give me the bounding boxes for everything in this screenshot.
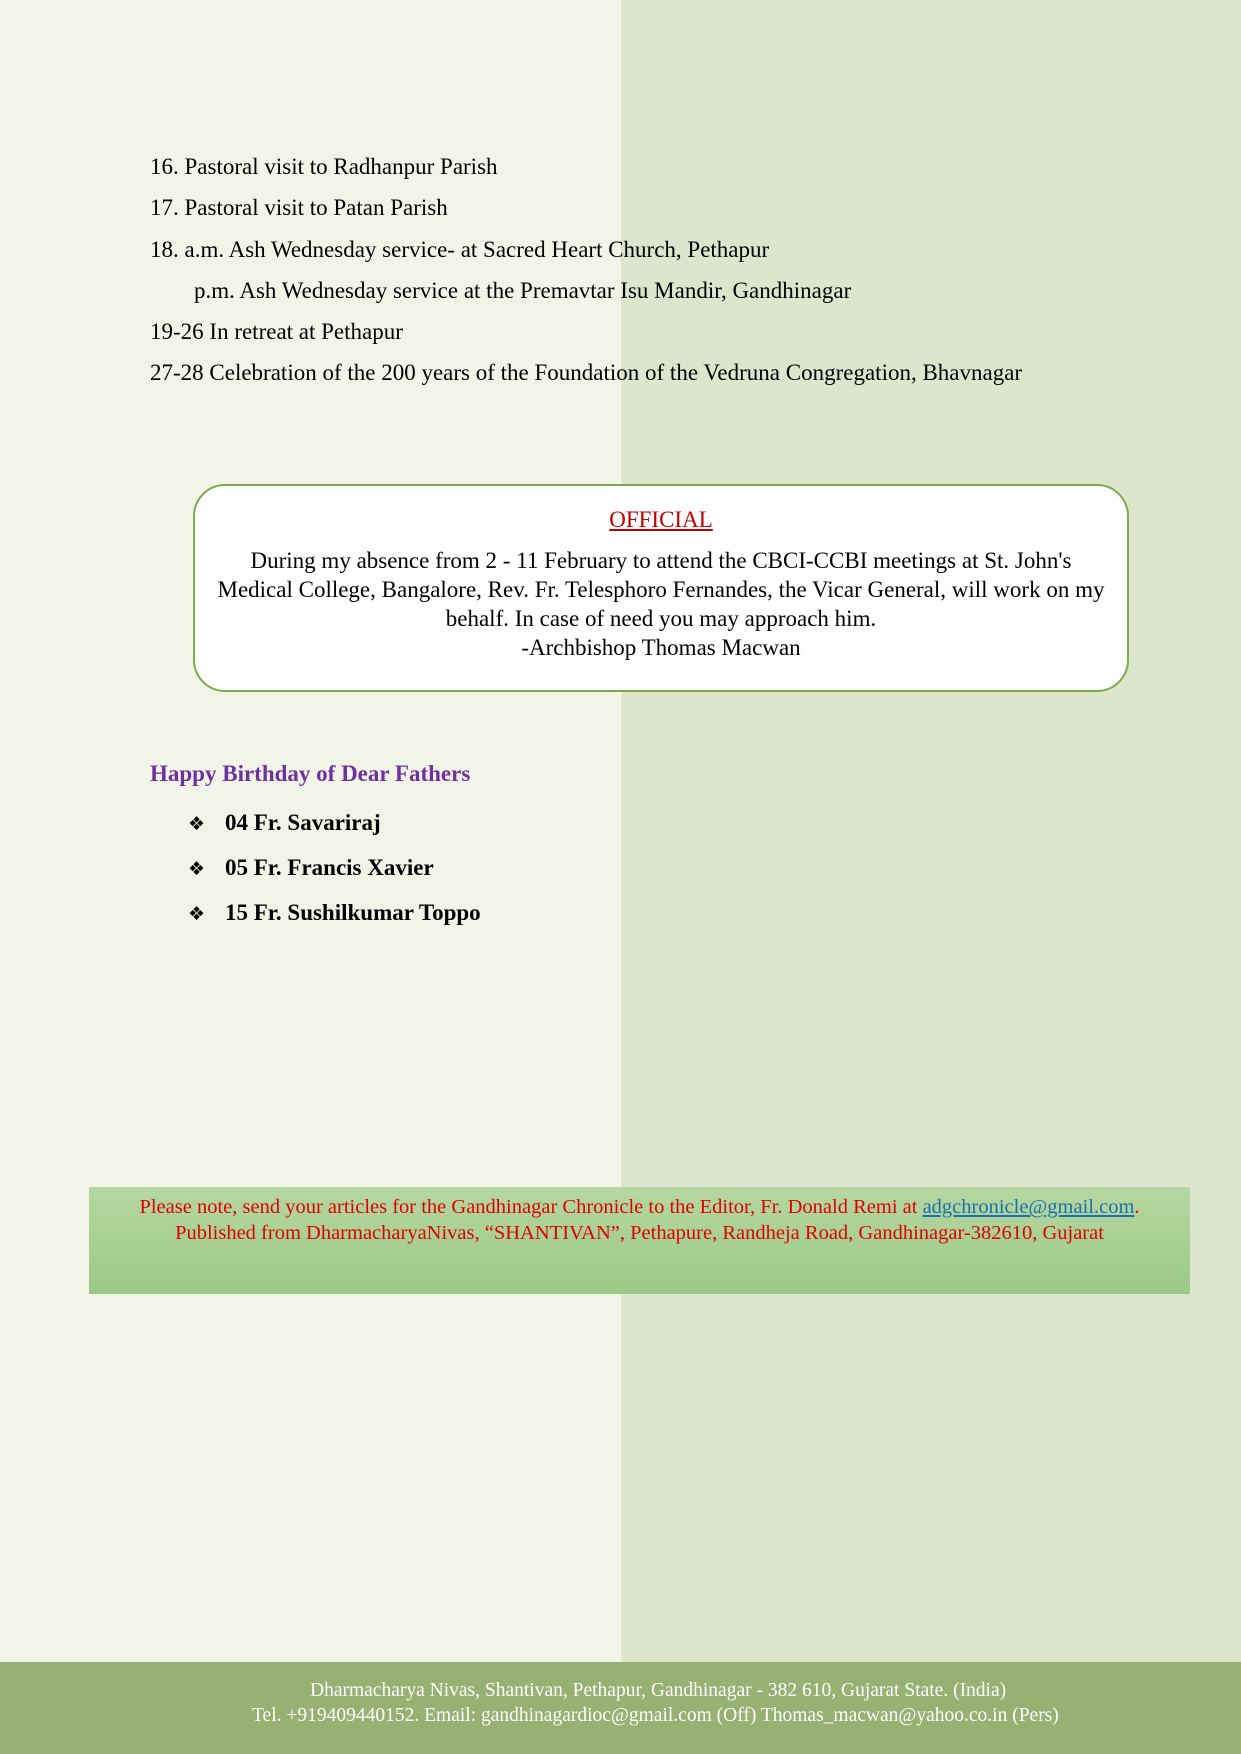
editor-email-link[interactable]: adgchronicle@gmail.com <box>922 1196 1135 1218</box>
birthday-entry: 05 Fr. Francis Xavier <box>225 855 434 880</box>
diamond-bullet-icon: ❖ <box>188 903 206 925</box>
list-item <box>188 846 481 891</box>
list-item <box>188 801 481 846</box>
list-item <box>188 891 481 936</box>
official-signature: -Archbishop Thomas Macwan <box>521 635 801 660</box>
official-body: During my absence from 2 - 11 February to attend the CBCI-CCBI meetings at St. John's Medical College, Bangalore, Rev. Fr. Telesphoro Fernandes, the Vicar General, will work on my behalf. In case of need you may approach him. <box>217 548 1105 631</box>
diamond-bullet-icon: ❖ <box>188 858 206 880</box>
birthday-list <box>188 801 481 936</box>
footer-address: Dharmacharya Nivas, Shantivan, Pethapur, Gandhinagar - 382 610, Gujarat State. (India) <box>310 1680 1007 1701</box>
schedule-item: p.m. Ash Wednesday service at the Premavtar Isu Mandir, Gandhinagar <box>194 277 852 303</box>
page-footer <box>0 1662 1241 1754</box>
official-notice-box <box>193 484 1129 692</box>
diamond-bullet-icon: ❖ <box>188 813 206 835</box>
note-text-after: . Published from DharmacharyaNivas, “SHANTIVAN”, Pethapure, Randheja Road, Gandhinagar-382610, Gujarat <box>175 1196 1140 1244</box>
official-title: OFFICIAL <box>609 507 713 532</box>
birthday-entry: 15 Fr. Sushilkumar Toppo <box>225 900 481 925</box>
schedule-item: 18. a.m. Ash Wednesday service- at Sacred Heart Church, Pethapur <box>150 236 770 262</box>
schedule-item: 17. Pastoral visit to Patan Parish <box>150 195 448 221</box>
birthday-entry: 04 Fr. Savariraj <box>225 810 381 835</box>
submission-note <box>89 1187 1190 1294</box>
footer-contact: Tel. +919409440152. Email: gandhinagardioc@gmail.com (Off) Thomas_macwan@yahoo.co.in (Pers) <box>252 1705 1059 1726</box>
schedule-item: 16. Pastoral visit to Radhanpur Parish <box>150 154 498 179</box>
schedule-item: 27-28 Celebration of the 200 years of the Foundation of the Vedruna Congregation, Bhavnagar <box>150 360 1023 386</box>
schedule-item: 19-26 In retreat at Pethapur <box>150 319 403 345</box>
birthday-heading: Happy Birthday of Dear Fathers <box>150 761 471 786</box>
note-text-before: Please note, send your articles for the Gandhinagar Chronicle to the Editor, Fr. Donald Remi at <box>139 1196 923 1218</box>
schedule-list <box>150 146 1210 394</box>
